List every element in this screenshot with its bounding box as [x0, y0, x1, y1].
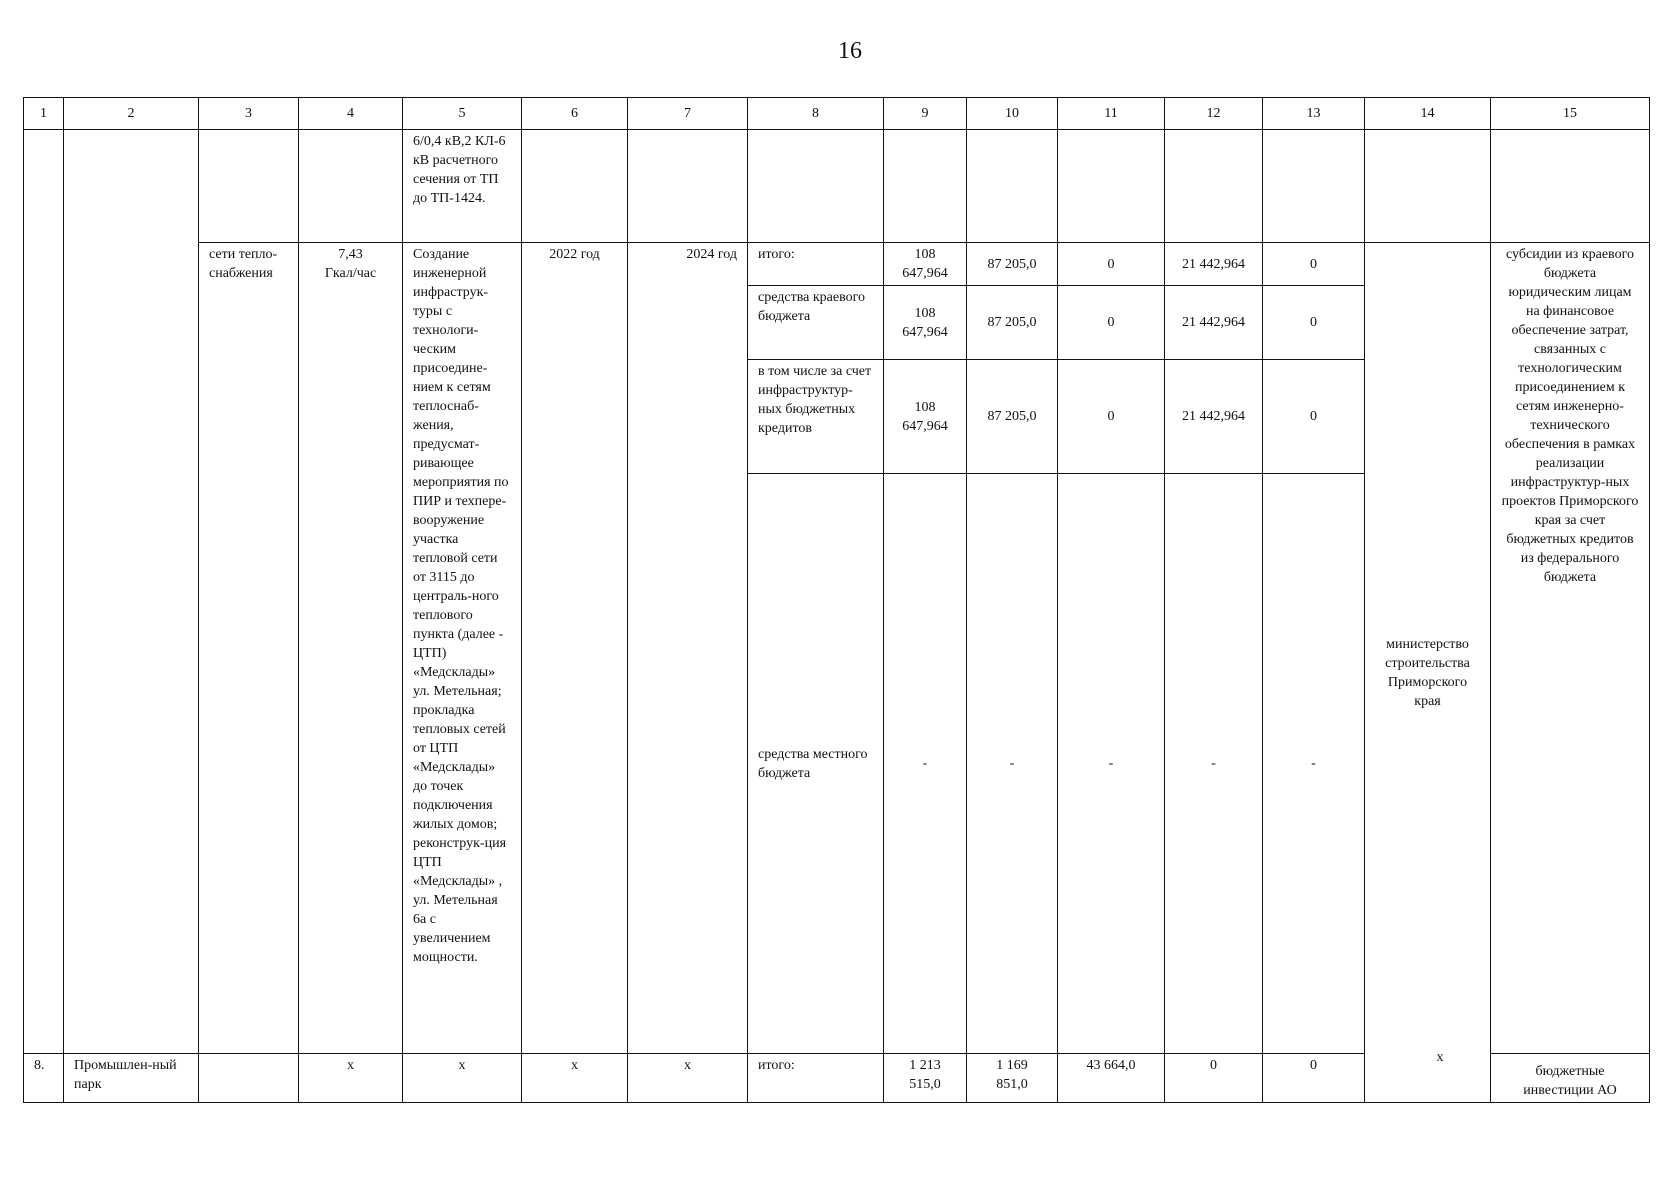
- cell-empty: [1263, 130, 1365, 243]
- cell-empty: [522, 130, 628, 243]
- funding-label: средства краевого бюджета: [748, 286, 884, 360]
- funding-value-col10: 87 205,0: [967, 360, 1058, 474]
- object-name: Промышлен-ный парк: [64, 1054, 199, 1103]
- funding-value-col12: 21 442,964: [1165, 243, 1263, 286]
- budget-table: [23, 97, 1650, 1103]
- funding-value-col10: -: [967, 474, 1058, 1054]
- object-description: х: [403, 1054, 522, 1103]
- capacity-unit: Гкал/час: [324, 266, 377, 281]
- funding-label: средства местного бюджета: [748, 474, 884, 1054]
- value-part: 515,0: [909, 1077, 941, 1092]
- cell-empty: [24, 130, 64, 1054]
- park-row-col14: х: [1436, 1050, 1444, 1065]
- cell-empty: [967, 130, 1058, 243]
- funding-value-col9: [884, 360, 967, 474]
- funding-value-col12: 21 442,964: [1165, 286, 1263, 360]
- page-number: 16: [838, 38, 862, 64]
- column-number: 10: [967, 98, 1058, 130]
- column-number: 9: [884, 98, 967, 130]
- column-number: 5: [403, 98, 522, 130]
- column-number: 4: [299, 98, 403, 130]
- object-description-cont: 6/0,4 кВ,2 КЛ-6 кВ расчетного сечения от ТП до ТП-1424.: [403, 130, 522, 243]
- cell-empty: [884, 130, 967, 243]
- network-type: [199, 1054, 299, 1103]
- end-year: 2024 год: [628, 243, 748, 1054]
- funding-description-text: бюджетные инвестиции АО: [1523, 1064, 1617, 1098]
- value-part: 647,964: [902, 418, 948, 434]
- funding-value-col10: 87 205,0: [967, 286, 1058, 360]
- capacity: х: [299, 1054, 403, 1103]
- funding-value-col12: 0: [1165, 1054, 1263, 1103]
- cell-empty: [199, 130, 299, 243]
- funding-description: субсидии из краевого бюджета юридическим лицам на финансовое обеспечение затрат, связанных с технологическим присоединением к сетям инженерно-технического обеспечения в рамках реализации инфраструктур-ных проектов Приморского края за счет бюджетных кредитов из федерального бюджета: [1491, 243, 1650, 1054]
- value-part: 647,964: [902, 266, 948, 281]
- funding-label: итого:: [748, 1054, 884, 1103]
- column-number: 12: [1165, 98, 1263, 130]
- column-number: 11: [1058, 98, 1165, 130]
- object-description: Создание инженерной инфраструк-туры с технологи-ческим присоедине-нием к сетям теплоснаб-жения, предусмат-ривающее мероприятия по ПИР и техпере-вооружение участка тепловой сети от 3115 до централь-ного теплового пункта (далее - ЦТП) «Медсклады» ул. Метельная; прокладка тепловых сетей от ЦТП «Медсклады» до точек подключения жилых домов; реконструк-ция ЦТП «Медсклады» , ул. Метельная 6а с увеличением мощности.: [403, 243, 522, 1054]
- cell-empty: [1365, 130, 1491, 243]
- cell-empty: [299, 130, 403, 243]
- ministry-name: министерство строительства Приморского края: [1385, 636, 1470, 709]
- value-part: 108: [914, 305, 936, 321]
- network-type: сети тепло-снабжения: [199, 243, 299, 1054]
- column-number: 7: [628, 98, 748, 130]
- funding-value-col13: -: [1263, 474, 1365, 1054]
- funding-value-col12: -: [1165, 474, 1263, 1054]
- funding-value-col12: 21 442,964: [1165, 360, 1263, 474]
- cell-empty: [628, 130, 748, 243]
- capacity: [299, 243, 403, 1054]
- heat-row-total: [24, 243, 1650, 286]
- value-part: 1 213: [909, 1058, 941, 1073]
- funding-value-col10: 87 205,0: [967, 243, 1058, 286]
- column-number: 14: [1365, 98, 1491, 130]
- start-year: х: [522, 1054, 628, 1103]
- column-number: 3: [199, 98, 299, 130]
- column-number: 13: [1263, 98, 1365, 130]
- funding-description: [1491, 1054, 1650, 1103]
- cell-empty: [748, 130, 884, 243]
- funding-value-col13: 0: [1263, 286, 1365, 360]
- value-part: 108: [914, 399, 936, 415]
- cell-empty: [1165, 130, 1263, 243]
- funding-value-col11: 0: [1058, 243, 1165, 286]
- continued-row: [24, 130, 1650, 243]
- funding-value-col11: -: [1058, 474, 1165, 1054]
- funding-value-col10: [967, 1054, 1058, 1103]
- funding-label: итого:: [748, 243, 884, 286]
- column-number: 6: [522, 98, 628, 130]
- funding-value-col11: 0: [1058, 286, 1165, 360]
- responsible-ministry: [1365, 243, 1491, 1103]
- funding-value-col9: [884, 243, 967, 286]
- value-part: 1 169: [996, 1058, 1028, 1073]
- cell-empty: [1058, 130, 1165, 243]
- funding-label: в том числе за счет инфраструктур-ных бюджетных кредитов: [748, 360, 884, 474]
- column-number: 1: [24, 98, 64, 130]
- funding-value-col11: 43 664,0: [1058, 1054, 1165, 1103]
- funding-value-col9: -: [884, 474, 967, 1054]
- value-part: 108: [914, 247, 936, 262]
- funding-value-col13: 0: [1263, 360, 1365, 474]
- funding-value-col13: 0: [1263, 243, 1365, 286]
- column-number: 8: [748, 98, 884, 130]
- cell-empty: [1491, 130, 1650, 243]
- value-part: 647,964: [902, 324, 948, 340]
- end-year: х: [628, 1054, 748, 1103]
- funding-value-col11: 0: [1058, 360, 1165, 474]
- column-number: 2: [64, 98, 199, 130]
- cell-empty: [64, 130, 199, 1054]
- value-part: 851,0: [996, 1077, 1028, 1092]
- funding-value-col13: 0: [1263, 1054, 1365, 1103]
- column-number-row: [24, 98, 1650, 130]
- start-year: 2022 год: [522, 243, 628, 1054]
- row-number: 8.: [24, 1054, 64, 1103]
- funding-value-col9: [884, 1054, 967, 1103]
- capacity-value: 7,43: [338, 247, 363, 262]
- column-number: 15: [1491, 98, 1650, 130]
- funding-value-col9: [884, 286, 967, 360]
